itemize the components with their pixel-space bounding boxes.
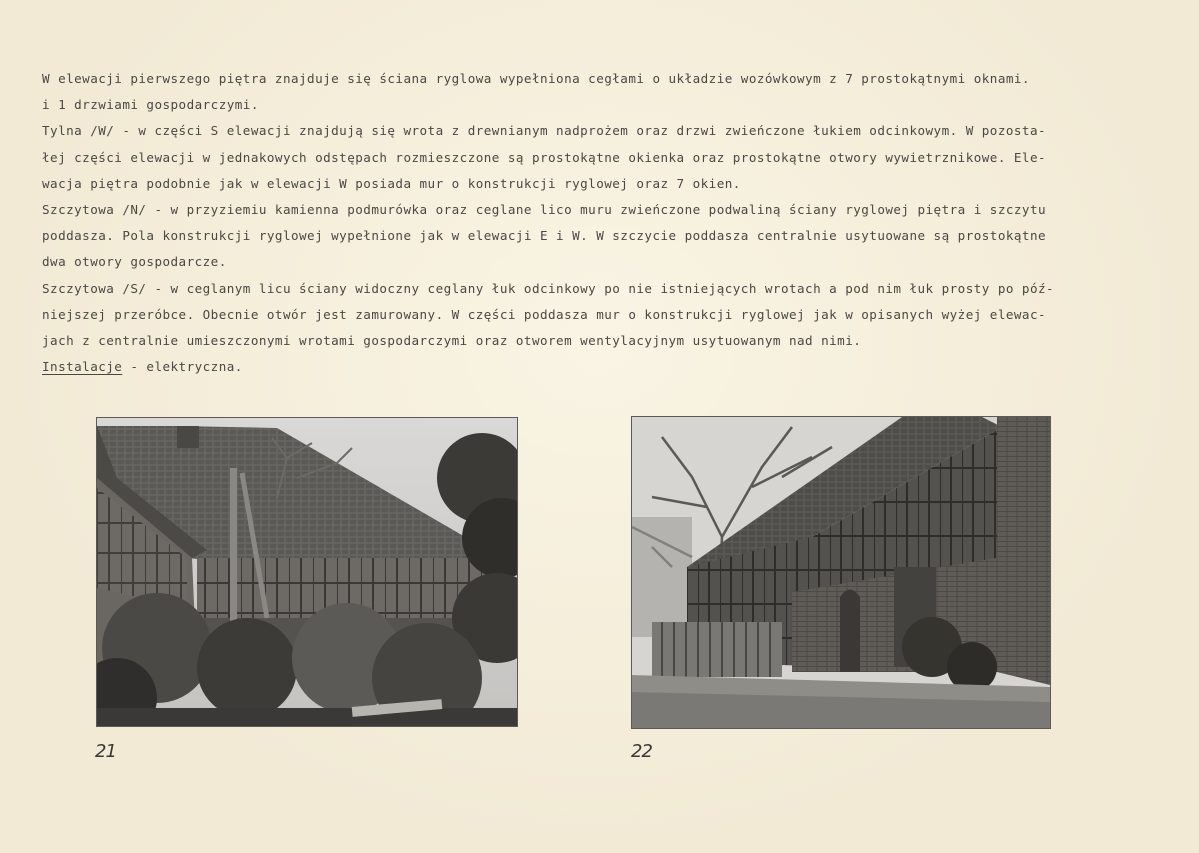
text-line: W elewacji pierwszego piętra znajduje się ściana ryglowa wypełniona cegłami o układzie wozówkowym z 7 prostokątnymi oknami.: [42, 71, 1030, 86]
photo-barn-side: [632, 417, 1050, 728]
text-line: jach z centralnie umieszczonymi wrotami gospodarczymi oraz otworem wentylacyjnym usytuowanym nad nimi.: [42, 332, 862, 348]
installations-label: Instalacje: [42, 359, 123, 375]
photo-barn-side-image: [632, 417, 1050, 728]
text-line: dwa otwory gospodarcze.: [42, 254, 227, 270]
text-line: wacja piętra podobnie jak w elewacji W posiada mur o konstrukcji ryglowej oraz 7 okien.: [42, 175, 741, 191]
text-line: Szczytowa /N/ - w przyziemiu kamienna podmurówka oraz ceglane lico muru zwieńczone podwaliną ściany ryglowej piętra i szczytu: [42, 201, 1047, 217]
text-line: i 1 drzwiami gospodarczymi.: [42, 97, 259, 113]
text-line: Szczytowa /S/ - w ceglanym licu ściany widoczny ceglany łuk odcinkowy po nie istniejących wrotach a pod nim łuk prosty po póź-: [42, 280, 1055, 296]
photo-barn-front: [97, 418, 517, 726]
text-line: łej części elewacji w jednakowych odstępach rozmieszczone są prostokątne okienka oraz prostokątne otwory wywietrznikowe. Ele-: [42, 149, 1047, 165]
text-line: poddasza. Pola konstrukcji ryglowej wypełnione jak w elewacji E i W. W szczycie poddasza centralnie usytuowane są prostokątne: [42, 228, 1047, 244]
photo-barn-front-image: [97, 418, 517, 726]
text-line: niejszej przeróbce. Obecnie otwór jest zamurowany. W części poddasza mur o konstrukcji ryglowej jak w opisanych wyżej elewac-: [42, 306, 1047, 322]
photo-caption-22: 22: [631, 741, 652, 762]
installations-line: [42, 354, 1172, 380]
body-text: [42, 66, 1172, 380]
installations-value: - elektryczna.: [122, 359, 243, 375]
text-line: Tylna /W/ - w części S elewacji znajdują się wrota z drewnianym nadprożem oraz drzwi zwieńczone łukiem odcinkowym. W pozosta-: [42, 123, 1047, 139]
photo-caption-21: 21: [95, 741, 116, 762]
